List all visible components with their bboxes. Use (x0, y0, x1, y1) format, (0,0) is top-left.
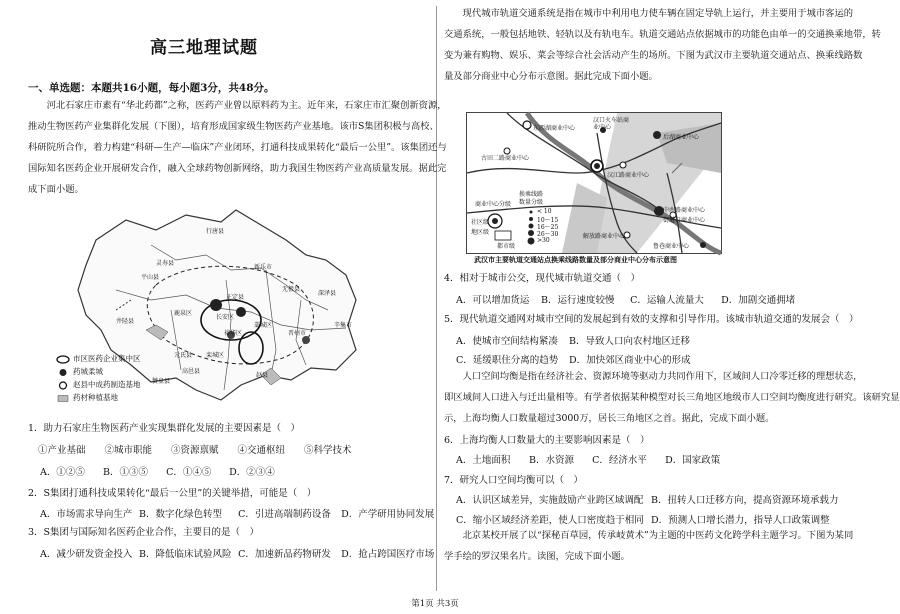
map-label: 赵县 (256, 372, 269, 379)
map-label: 换乘线路 (519, 191, 544, 198)
legend-item (56, 378, 141, 391)
option-d[interactable]: D．抢占跨国医疗市场 (341, 549, 435, 560)
question-7-options-2 (456, 512, 847, 526)
map-label: 辛集市 (334, 322, 353, 329)
map-label: 晋州市 (288, 330, 307, 337)
map-label: 行唐县 (206, 228, 225, 235)
map-label: 数量分级 (519, 199, 544, 206)
option-c[interactable]: C．缩小区域经济差距，使人口密度趋于相同 (456, 515, 644, 526)
legend-item (56, 391, 141, 404)
legend-label: 市区医药企业集中区 (73, 354, 141, 363)
option-a[interactable]: A．市场需求导向生产 (40, 509, 133, 520)
question-1-items: ①产业基础 ②城市职能 ③资源禀赋 ④交通枢纽 ⑤科学技术 (38, 445, 352, 456)
legend-label: 药城柔城 (73, 367, 103, 376)
left-passage (28, 95, 447, 200)
map-label: 中南路商业中心 (663, 207, 706, 214)
legend-label: 药材种植基地 (73, 393, 118, 402)
right-passage-3 (444, 525, 854, 567)
option-d[interactable]: D．产学研用协同发展 (341, 509, 435, 520)
option-a[interactable]: A．认识区域差异，实施鼓励产业跨区域调配 (456, 495, 644, 506)
map-label: 后湖商业中心 (663, 134, 700, 141)
option-b[interactable]: B．①③⑤ (103, 467, 149, 478)
passage-line: 北京某校开展了以“探秘百草园，传承岐黄术”为主题的中医药文化跨学科主题学习。下图为某同 (444, 530, 854, 541)
pharma-city-icon (56, 368, 70, 377)
option-a[interactable]: A．减少研发资金投入 (40, 549, 133, 560)
legend-item (56, 352, 141, 365)
question-3-options (40, 546, 439, 560)
option-b[interactable]: B．水资源 (529, 455, 575, 466)
legend-label: 赵县中成药制造基地 (73, 380, 141, 389)
option-a[interactable]: A．使城市空间结构紧凑 (456, 336, 558, 347)
passage-line: 推动生物医药产业集群化发展（下图），培育形成国家级生物医药产业基地。该市S集团积极与高校、 (28, 121, 439, 132)
question-7: 7．研究人口空间均衡可以（ ） (444, 475, 584, 486)
map-label: 元氏县 (174, 352, 193, 359)
map-label: 商业中心分级 (475, 201, 512, 208)
map-label: 裕华区 (224, 330, 243, 337)
page-title: 高三地理试题 (150, 38, 258, 58)
map-label: 地区级 (471, 229, 490, 236)
option-b[interactable]: B．降低临床试验风险 (139, 549, 232, 560)
question-1: 1．助力石家庄生物医药产业实现集群化发展的主要因素是（ ） (28, 423, 301, 434)
passage-line: 示，上海均衡人口数量超过3000万，居长三角地区之首。据此，完成下面小题。 (444, 413, 775, 424)
question-3: 3．S集团与国际知名医药企业合作，主要目的是（ ） (28, 527, 260, 538)
manufacturing-base-icon (56, 381, 70, 390)
option-c[interactable]: C．引进高端制药设备 (238, 509, 331, 520)
map-label: 鹿泉区 (174, 310, 193, 317)
question-7-options (456, 492, 847, 506)
right-passage-2 (444, 366, 900, 429)
map-label: 栾城区 (206, 352, 225, 359)
option-b[interactable]: B．数字化绿色转型 (139, 509, 223, 520)
map-legend (56, 352, 141, 404)
map-label: 东西湖商业中心 (533, 125, 576, 132)
passage-line: 变为兼有购物、娱乐、菜会等综合社会活动产生的场所。下图为武汉市主要轨道交通站点、换乘线路数 (444, 50, 863, 61)
map-label: 无极县 (282, 286, 301, 293)
question-5: 5．现代轨道交通网对城市空间的发展起到有效的支撑和引导作用。该城市轨道交通的发展会（ ） (444, 314, 859, 325)
map-label: 新乐市 (254, 264, 273, 271)
herb-planting-icon (56, 394, 70, 403)
option-b[interactable]: B．扭转人口迁移方向，提高资源环境承载力 (651, 495, 839, 506)
map-label: 赞皇县 (152, 378, 171, 385)
question-6: 6．上海均衡人口数量大的主要影响因素是（ ） (444, 435, 650, 446)
map-label: 长安区 (216, 314, 235, 321)
legend-count: < 10 (537, 208, 552, 215)
question-4: 4．相对于城市公交，现代城市轨道交通（ ） (444, 273, 641, 284)
passage-line: 国际知名医药企业开展研发合作，融入全球药物创新网络，助力我国生物医药产业高质量发展。据此完 (28, 163, 447, 174)
legend-item (56, 365, 141, 378)
map-label: 灵寿县 (156, 260, 175, 267)
option-a[interactable]: A．可以增加货运 (456, 295, 530, 306)
legend-count: 10～15 (537, 217, 559, 224)
right-passage (444, 3, 881, 87)
option-b[interactable]: B．导致人口向农村地区迁移 (569, 336, 691, 347)
map-label: 井陉县 (116, 318, 135, 325)
map-caption: 武汉市主要轨道交通站点换乘线路数量及部分商业中心分布示意图 (474, 255, 677, 264)
option-d[interactable]: D．②③④ (229, 467, 275, 478)
option-c[interactable]: C．经济水平 (592, 455, 647, 466)
map-label: 高邑县 (182, 368, 201, 375)
section-heading: 一、单选题：本题共16小题，每小题3分，共48分。 (28, 82, 275, 94)
passage-line: 现代城市轨道交通系统是指在城市中利用电力使车辆在固定导轨上运行，并主要用于城市客运的 (444, 8, 854, 19)
column-divider (436, 6, 437, 591)
option-c[interactable]: C．运输人流量大 (630, 295, 704, 306)
legend-count: 16～25 (537, 224, 559, 231)
passage-line: 学手绘的罗汉果名片。读图，完成下面小题。 (444, 551, 630, 562)
map-label: 解放路商业中心 (583, 233, 626, 240)
map-label: 古田二路商业中心 (481, 155, 530, 162)
option-c[interactable]: C．延缓职住分离的趋势 (456, 355, 559, 366)
map-label: 深泽县 (318, 290, 337, 297)
passage-line: 河北石家庄市素有“华北药都”之称，医药产业曾以原料药为主。近年来，石家庄市汇聚创新资源， (28, 100, 447, 111)
question-2: 2．S集团打通科技成果转化“最后一公里”的关键举措，可能是（ ） (28, 488, 317, 499)
question-5-options-2 (456, 352, 729, 366)
option-d[interactable]: D．加快郊区商业中心的形成 (569, 355, 691, 366)
map-label: 藁城区 (254, 322, 273, 329)
option-c[interactable]: C．①④⑤ (166, 467, 212, 478)
passage-line: 交通系统，一般包括地铁、轻轨以及有轨电车。轨道交通站点依据城市的功能色由单一的交通换乘地带，转 (444, 29, 881, 40)
map-label: 街道口商业中心 (663, 217, 706, 224)
passage-line: 即区域间人口进入与迁出量相等。有学者依据某种模型对长三角地区地级市人口空间均衡度进行研究。该研究显 (444, 392, 900, 403)
question-4-options (456, 292, 811, 306)
wuhan-map (466, 112, 722, 254)
map-label: 鲁巷商业中心 (653, 243, 690, 250)
passage-line: 成下面小题。 (28, 184, 84, 195)
question-5-options (456, 333, 719, 347)
map-label: 正定县 (226, 294, 245, 301)
option-d[interactable]: D．加剧交通拥堵 (721, 295, 796, 306)
option-a[interactable]: A．①②⑤ (40, 467, 85, 478)
passage-line: 科研院所合作，着力构建“科研—生产—临床”产业闭环，打通科技成果转化“最后一公里”。该集团还与 (28, 142, 447, 153)
option-d[interactable]: D．预测人口增长潜力，指导人口政策调整 (651, 515, 830, 526)
map-label: 汉口火车站商业中心 (593, 117, 630, 131)
map-label: 社区级 (471, 219, 490, 226)
map-label: 汉江路商业中心 (607, 172, 650, 179)
option-d[interactable]: D．国家政策 (665, 455, 721, 466)
option-a[interactable]: A．土地面积 (456, 455, 511, 466)
question-1-options (40, 464, 289, 478)
passage-line: 人口空间均衡是指在经济社会、资源环境等驱动力共同作用下，区域间人口冷零迁移的理想状态， (444, 371, 863, 382)
question-6-options (456, 452, 735, 466)
map-label: 都市级 (497, 243, 516, 250)
question-2-options (40, 506, 439, 520)
cluster-zone-icon (56, 355, 70, 364)
passage-line: 量及部分商业中心分布示意图。据此完成下面小题。 (444, 71, 658, 82)
legend-count: 26～30 (537, 231, 559, 238)
map-label: 平山县 (141, 274, 160, 281)
page-footer: 第1页 共3页 (411, 599, 459, 609)
option-b[interactable]: B．运行速度较慢 (541, 295, 615, 306)
legend-count: >30 (537, 237, 550, 244)
option-c[interactable]: C．加速新品药物研发 (238, 549, 331, 560)
